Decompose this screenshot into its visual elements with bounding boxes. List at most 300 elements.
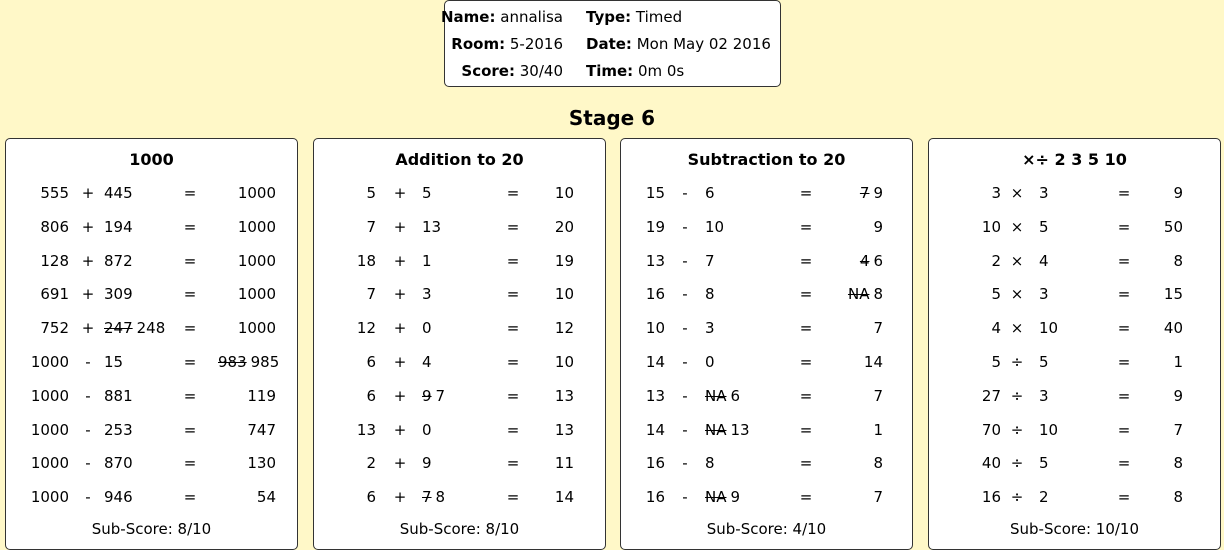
result (218, 383, 276, 409)
result-value: 8 (873, 454, 883, 473)
operand-b-value: 248 (136, 319, 166, 338)
operand-b-value: 10 (1039, 420, 1059, 439)
result (813, 214, 883, 240)
equals-sign: = (506, 454, 520, 473)
operand-b (104, 383, 133, 409)
panel-title: Addition to 20 (395, 150, 524, 169)
result (813, 417, 883, 443)
problem-row (6, 417, 297, 443)
info-row-name (440, 5, 780, 29)
operand-b-value: 1 (422, 251, 432, 270)
problem-row (314, 180, 605, 206)
problem-row (621, 450, 912, 476)
operand-b (422, 349, 432, 375)
result (1141, 248, 1183, 274)
operand-b (1039, 214, 1049, 240)
type-field: Type: Timed (586, 8, 683, 26)
result-value: 9 (1173, 184, 1183, 202)
equals-sign: = (183, 251, 197, 270)
operand-a: 6 (366, 353, 376, 371)
problem-row (6, 180, 297, 206)
problem-row (929, 383, 1220, 409)
operator: - (682, 251, 688, 270)
operand-b (1039, 349, 1049, 375)
result-value: 7 (873, 488, 883, 507)
equals-sign: = (183, 454, 197, 473)
operator: ÷ (1010, 454, 1024, 473)
operand-a: 14 (645, 353, 665, 371)
operator: + (393, 353, 407, 371)
panel-2 (313, 138, 606, 550)
problem-row (621, 180, 912, 206)
equals-sign: = (506, 488, 520, 507)
equals-sign: = (506, 184, 520, 202)
result-value: 10 (554, 184, 574, 202)
info-row-score (445, 59, 780, 83)
operand-a: 10 (645, 319, 665, 338)
operand-a: 1000 (30, 386, 69, 405)
equals-sign: = (183, 319, 197, 338)
problem-row (929, 484, 1220, 510)
operand-b-value: 3 (705, 319, 715, 338)
problem-row (621, 383, 912, 409)
operand-b-value: 8 (435, 488, 446, 507)
problem-row (6, 450, 297, 476)
equals-sign: = (506, 420, 520, 439)
operator: + (81, 285, 95, 304)
result (218, 349, 280, 375)
panel-title: Subtraction to 20 (687, 150, 846, 169)
result-value: 1000 (237, 184, 276, 202)
operator: + (393, 285, 407, 304)
equals-sign: = (1117, 420, 1131, 439)
problem-row (6, 315, 297, 341)
operand-a: 1000 (30, 454, 69, 473)
wrong-answer: 983 (218, 353, 247, 371)
operand-b-value: 2 (1039, 488, 1049, 507)
operand-b-value: 0 (422, 420, 432, 439)
operand-b-value: 445 (104, 184, 133, 202)
result-value: 54 (256, 488, 276, 507)
wrong-answer: 7 (422, 488, 432, 507)
equals-sign: = (1117, 488, 1131, 507)
operator: - (85, 386, 91, 405)
operand-b (705, 383, 740, 409)
problem-row (314, 484, 605, 510)
operator: ÷ (1010, 488, 1024, 507)
operator: - (682, 386, 688, 405)
equals-sign: = (183, 217, 197, 236)
operand-b (705, 214, 724, 240)
result (526, 383, 574, 409)
result-value: 7 (873, 386, 883, 405)
wrong-answer: NA (705, 488, 727, 507)
result (526, 349, 574, 375)
result-value: 1000 (237, 285, 276, 304)
operand-a: 70 (981, 420, 1001, 439)
result (1141, 180, 1183, 206)
result-value: 8 (1173, 454, 1183, 473)
operand-b-value: 10 (1039, 319, 1059, 338)
problem-row (6, 383, 297, 409)
result (526, 281, 574, 307)
result-value: 13 (554, 420, 574, 439)
equals-sign: = (799, 319, 813, 338)
operator: - (85, 353, 91, 371)
equals-sign: = (799, 217, 813, 236)
problem-row (621, 248, 912, 274)
operand-a: 40 (981, 454, 1001, 473)
operand-a: 16 (981, 488, 1001, 507)
panel-1 (5, 138, 298, 550)
equals-sign: = (1117, 386, 1131, 405)
operand-b (705, 315, 715, 341)
result (1141, 383, 1183, 409)
problem-row (6, 214, 297, 240)
operand-a: 19 (645, 217, 665, 236)
result (1141, 315, 1183, 341)
operator: + (393, 217, 407, 236)
equals-sign: = (506, 353, 520, 371)
operand-a: 806 (40, 217, 69, 236)
operand-a: 12 (356, 319, 376, 338)
operand-b (705, 281, 715, 307)
result-value: 14 (863, 353, 883, 371)
sub-score: Sub-Score: 4/10 (706, 520, 827, 538)
result (218, 248, 276, 274)
operand-a: 1000 (30, 488, 69, 507)
operand-b (422, 281, 432, 307)
problem-row (929, 180, 1220, 206)
result-value: 20 (554, 217, 574, 236)
operand-b (104, 349, 123, 375)
equals-sign: = (183, 488, 197, 507)
operator: × (1010, 319, 1024, 338)
result (526, 180, 574, 206)
problem-row (621, 315, 912, 341)
operator: ÷ (1010, 420, 1024, 439)
problem-row (621, 417, 912, 443)
operand-a: 752 (40, 319, 69, 338)
operator: + (81, 319, 95, 338)
result (218, 281, 276, 307)
operator: + (81, 251, 95, 270)
operator: + (393, 386, 407, 405)
problem-row (314, 281, 605, 307)
result-value: 9 (873, 184, 883, 202)
wrong-answer: 7 (859, 184, 870, 202)
operand-b-value: 309 (104, 285, 133, 304)
operand-b (1039, 281, 1049, 307)
stage-title: Stage 6 (568, 106, 656, 130)
operand-a: 13 (356, 420, 376, 439)
operand-b (422, 214, 441, 240)
problem-row (6, 484, 297, 510)
operand-b (705, 248, 715, 274)
panel-3 (620, 138, 913, 550)
equals-sign: = (1117, 217, 1131, 236)
operator: × (1010, 285, 1024, 304)
score-field: Score: 30/40 (461, 62, 563, 80)
problem-row (314, 248, 605, 274)
operand-b (705, 484, 740, 510)
operator: + (393, 319, 407, 338)
operand-a: 15 (645, 184, 665, 202)
result (218, 484, 276, 510)
operator: ÷ (1010, 386, 1024, 405)
operand-b-value: 881 (104, 386, 133, 405)
operand-b (422, 315, 432, 341)
problem-row (621, 484, 912, 510)
operand-a: 691 (40, 285, 69, 304)
operand-b-value: 194 (104, 217, 133, 236)
result (813, 180, 883, 206)
operand-b-value: 872 (104, 251, 133, 270)
problem-row (314, 417, 605, 443)
operand-b (104, 281, 133, 307)
equals-sign: = (183, 420, 197, 439)
operator: - (682, 420, 688, 439)
result-value: 10 (554, 285, 574, 304)
equals-sign: = (799, 353, 813, 371)
operand-a: 1000 (30, 353, 69, 371)
panel-title: ×÷ 2 3 5 10 (1022, 150, 1127, 169)
result-value: 1000 (237, 217, 276, 236)
equals-sign: = (506, 386, 520, 405)
result (1141, 417, 1183, 443)
equals-sign: = (506, 285, 520, 304)
equals-sign: = (1117, 251, 1131, 270)
operator: + (81, 184, 95, 202)
operand-b-value: 5 (422, 184, 432, 202)
operand-a: 5 (991, 353, 1001, 371)
problem-row (929, 417, 1220, 443)
operand-a: 2 (991, 251, 1001, 270)
info-row-room (445, 32, 780, 56)
sub-score: Sub-Score: 8/10 (399, 520, 520, 538)
operand-b (705, 349, 715, 375)
operand-b (422, 450, 432, 476)
operator: - (85, 420, 91, 439)
result-value: 9 (1173, 386, 1183, 405)
result (813, 248, 883, 274)
result (526, 484, 574, 510)
operand-b-value: 7 (705, 251, 715, 270)
operand-a: 1000 (30, 420, 69, 439)
result (813, 315, 883, 341)
name-field: Name: annalisa (440, 8, 563, 26)
operand-b-value: 10 (705, 217, 725, 236)
equals-sign: = (799, 454, 813, 473)
operand-b-value: 6 (730, 386, 741, 405)
operand-b-value: 6 (705, 184, 715, 202)
result (526, 417, 574, 443)
problem-row (929, 214, 1220, 240)
problem-row (6, 248, 297, 274)
equals-sign: = (1117, 285, 1131, 304)
operand-b-value: 4 (422, 353, 432, 371)
score-value: 30/40 (519, 62, 563, 80)
result-value: 10 (554, 353, 574, 371)
operand-b-value: 15 (104, 353, 124, 371)
operand-b (705, 417, 750, 443)
result (813, 281, 883, 307)
operator: + (81, 217, 95, 236)
operand-b (1039, 180, 1049, 206)
result-value: 19 (554, 251, 574, 270)
operand-a: 16 (645, 488, 665, 507)
operand-b-value: 253 (104, 420, 133, 439)
operand-a: 6 (366, 386, 376, 405)
operand-a: 27 (981, 386, 1001, 405)
result (526, 315, 574, 341)
operator: - (682, 488, 688, 507)
name-value: annalisa (500, 8, 563, 26)
operand-a: 10 (981, 217, 1001, 236)
operator: ÷ (1010, 353, 1024, 371)
sub-score: Sub-Score: 8/10 (91, 520, 212, 538)
date-value: Mon May 02 2016 (636, 35, 771, 53)
result-value: 1000 (237, 319, 276, 338)
date-field: Date: Mon May 02 2016 (586, 35, 771, 53)
equals-sign: = (799, 488, 813, 507)
operand-a: 18 (356, 251, 376, 270)
operand-b-value: 0 (422, 319, 432, 338)
problem-row (929, 450, 1220, 476)
operand-a: 14 (645, 420, 665, 439)
room-field: Room: 5-2016 (451, 35, 563, 53)
result-value: 985 (250, 353, 280, 371)
operand-a: 555 (40, 184, 69, 202)
operand-a: 16 (645, 454, 665, 473)
result (1141, 484, 1183, 510)
room-value: 5-2016 (509, 35, 563, 53)
operand-b (1039, 450, 1049, 476)
problem-row (314, 214, 605, 240)
equals-sign: = (799, 386, 813, 405)
operand-b-value: 5 (1039, 217, 1049, 236)
problem-row (314, 450, 605, 476)
problem-row (6, 349, 297, 375)
operand-b-value: 3 (1039, 285, 1049, 304)
result (1141, 281, 1183, 307)
result-value: 15 (1163, 285, 1183, 304)
result (218, 315, 276, 341)
sub-score: Sub-Score: 10/10 (1009, 520, 1140, 538)
operand-b-value: 5 (1039, 454, 1049, 473)
operand-b (705, 450, 715, 476)
result-value: 9 (873, 217, 883, 236)
problem-row (621, 281, 912, 307)
equals-sign: = (183, 285, 197, 304)
operand-b (104, 417, 133, 443)
result-value: 6 (873, 251, 883, 270)
operand-a: 3 (991, 184, 1001, 202)
result-value: 1 (873, 420, 883, 439)
result (1141, 214, 1183, 240)
operand-a: 13 (645, 386, 665, 405)
operator: - (85, 488, 91, 507)
problem-row (621, 349, 912, 375)
result-value: 13 (554, 386, 574, 405)
operand-b-value: 870 (104, 454, 133, 473)
operand-b-value: 3 (422, 285, 432, 304)
operand-b (705, 180, 715, 206)
operand-a: 6 (366, 488, 376, 507)
operator: + (393, 488, 407, 507)
result-value: 747 (247, 420, 276, 439)
result-value: 8 (1173, 488, 1183, 507)
equals-sign: = (799, 420, 813, 439)
result (526, 450, 574, 476)
equals-sign: = (1117, 319, 1131, 338)
operator: × (1010, 251, 1024, 270)
operator: + (393, 420, 407, 439)
operand-a: 128 (40, 251, 69, 270)
operand-b-value: 9 (730, 488, 741, 507)
operand-b (1039, 484, 1049, 510)
equals-sign: = (183, 353, 197, 371)
operator: - (682, 454, 688, 473)
operand-b-value: 7 (435, 386, 446, 405)
operator: + (393, 454, 407, 473)
result-value: 14 (554, 488, 574, 507)
operand-a: 5 (991, 285, 1001, 304)
result (218, 180, 276, 206)
result-value: 50 (1163, 217, 1183, 236)
operand-b-value: 946 (104, 488, 133, 507)
operand-b-value: 5 (1039, 353, 1049, 371)
operand-b (1039, 383, 1049, 409)
result-value: 130 (247, 454, 276, 473)
result-value: 1 (1173, 353, 1183, 371)
operator: - (682, 285, 688, 304)
result (813, 450, 883, 476)
problem-row (314, 315, 605, 341)
operand-a: 13 (645, 251, 665, 270)
operand-b (422, 484, 445, 510)
operand-b (104, 450, 133, 476)
operand-b-value: 8 (705, 454, 715, 473)
operator: - (682, 319, 688, 338)
operand-a: 5 (366, 184, 376, 202)
result-value: 8 (873, 285, 883, 304)
problem-row (929, 281, 1220, 307)
equals-sign: = (506, 217, 520, 236)
operand-b (1039, 248, 1049, 274)
wrong-answer: NA (847, 285, 870, 304)
problem-row (621, 214, 912, 240)
equals-sign: = (1117, 353, 1131, 371)
equals-sign: = (1117, 454, 1131, 473)
operand-b (104, 248, 133, 274)
operand-b (422, 180, 432, 206)
operand-a: 2 (366, 454, 376, 473)
result-value: 8 (1173, 251, 1183, 270)
problem-row (929, 315, 1220, 341)
result (218, 417, 276, 443)
operand-b (422, 248, 432, 274)
wrong-answer: 4 (859, 251, 870, 270)
equals-sign: = (506, 251, 520, 270)
equals-sign: = (799, 184, 813, 202)
result-value: 7 (873, 319, 883, 338)
operator: × (1010, 217, 1024, 236)
result (1141, 349, 1183, 375)
operand-a: 7 (366, 217, 376, 236)
equals-sign: = (1117, 184, 1131, 202)
panel-4 (928, 138, 1221, 550)
